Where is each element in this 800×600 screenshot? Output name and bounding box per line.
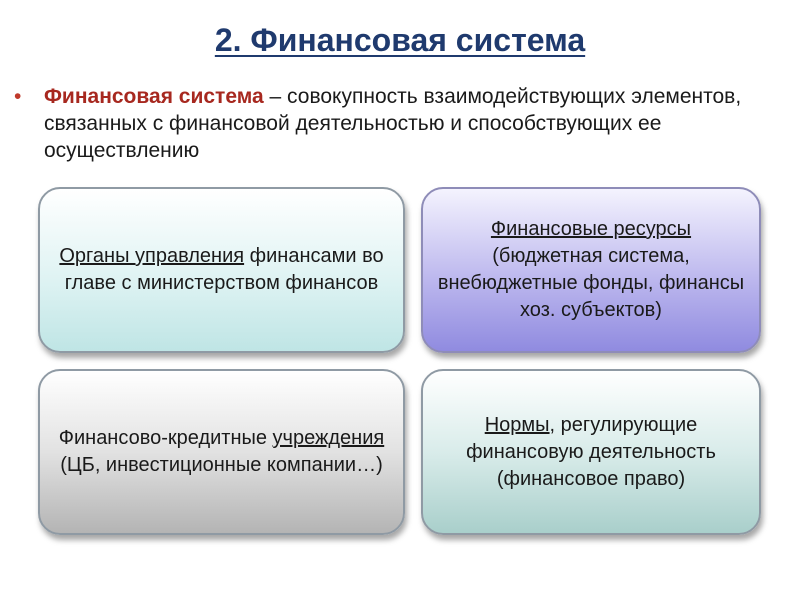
- box-credit-institutions-body: (ЦБ, инвестиционные компании…): [60, 454, 383, 476]
- box-financial-resources: [421, 187, 761, 353]
- box-governing-bodies: [38, 187, 405, 353]
- box-credit-institutions: [38, 369, 405, 535]
- box-norms-body: , регулирующие финансовую деятельность (финансовое право): [466, 413, 716, 490]
- box-financial-resources-body: (бюджетная система, внебюджетные фонды, финансы хоз. субъектов): [437, 245, 745, 321]
- box-credit-institutions-prefix: Финансово-кредитные: [58, 427, 273, 449]
- box-governing-bodies-heading: Органы управления: [59, 245, 245, 267]
- bullet-dot-icon: •: [14, 85, 22, 108]
- box-financial-resources-text: [435, 216, 747, 324]
- box-norms: [421, 369, 761, 535]
- box-norms-text: [435, 412, 747, 493]
- box-credit-institutions-text: [52, 425, 391, 479]
- slide-title: 2. Финансовая система: [214, 22, 586, 58]
- box-governing-bodies-body: финансами во главе с министерством финансов: [64, 245, 384, 294]
- definition-rest: – совокупность взаимодействующих элементов, связанных с финансовой деятельностью и способствующих ее осуществлению: [44, 85, 742, 162]
- box-credit-institutions-heading: учреждения: [272, 427, 385, 449]
- box-norms-heading: Нормы: [484, 413, 550, 436]
- definition-bullet: [14, 83, 784, 164]
- box-governing-bodies-text: [52, 243, 391, 297]
- definition-term: Финансовая система: [44, 85, 264, 108]
- definition-text: [44, 83, 784, 164]
- box-financial-resources-heading: Финансовые ресурсы: [490, 218, 692, 240]
